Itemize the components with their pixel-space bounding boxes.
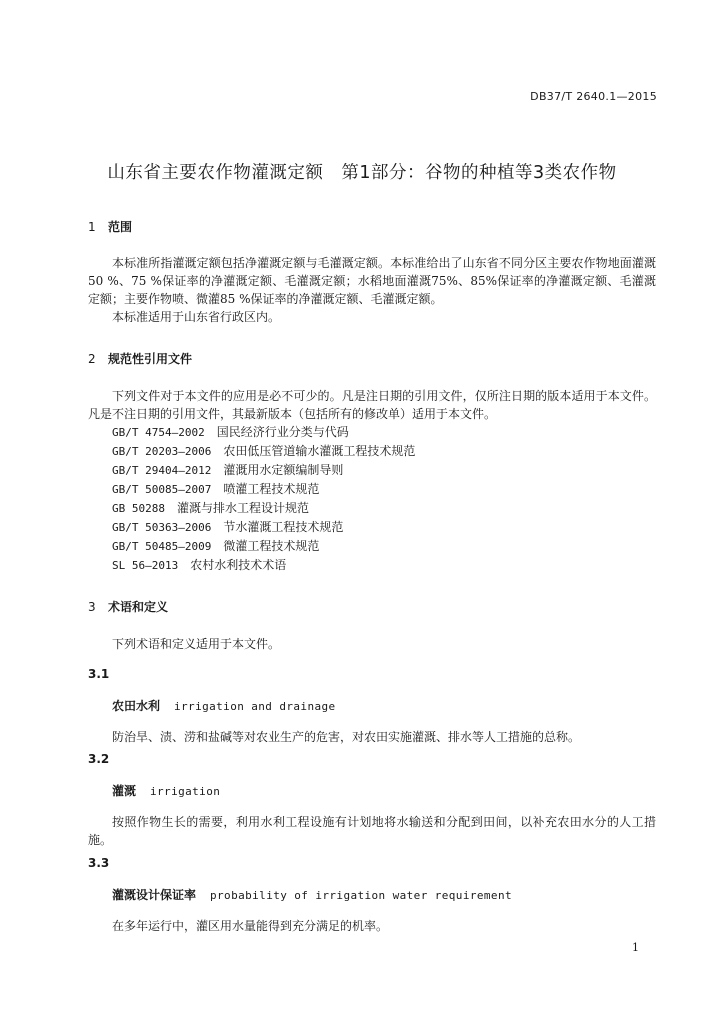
term-number: 3.2	[88, 752, 110, 766]
term-zh: 灌溉设计保证率	[112, 888, 197, 902]
reference-item	[88, 518, 656, 537]
term-number: 3.1	[88, 667, 110, 681]
document-title: 山东省主要农作物灌溉定额 第1部分：谷物的种植等3类农作物	[107, 163, 617, 183]
standard-code: DB37/T 2640.1—2015	[530, 90, 657, 103]
section-1-heading	[88, 218, 656, 236]
reference-code: GB/T 20203—2006	[112, 445, 212, 458]
term-number: 3.3	[88, 856, 110, 870]
reference-title: 微灌工程技术规范	[223, 539, 320, 553]
section-title: 范围	[108, 220, 133, 234]
reference-code: GB/T 29404—2012	[112, 464, 212, 477]
term-name	[88, 782, 656, 801]
section-1-body	[88, 254, 656, 326]
reference-code: GB/T 50085—2007	[112, 483, 212, 496]
term-3-1	[88, 665, 656, 746]
term-en: probability of irrigation water requirement	[210, 889, 512, 902]
paragraph: 本标准适用于山东省行政区内。	[112, 310, 281, 324]
section-2-body	[88, 387, 656, 575]
reference-title: 灌溉用水定额编制导则	[223, 463, 344, 477]
term-name	[88, 886, 656, 905]
reference-code: GB/T 50363—2006	[112, 521, 212, 534]
reference-item	[88, 499, 656, 518]
reference-title: 国民经济行业分类与代码	[216, 425, 349, 439]
page-number: 1	[632, 941, 639, 954]
section-2-heading	[88, 350, 656, 368]
reference-item	[88, 537, 656, 556]
section-number: 1	[88, 220, 96, 234]
reference-code: GB/T 4754—2002	[112, 426, 205, 439]
paragraph: 下列文件对于本文件的应用是必不可少的。凡是注日期的引用文件，仅所注日期的版本适用于本文件。凡是不注日期的引用文件，其最新版本（包括所有的修改单）适用于本文件。	[88, 389, 656, 421]
section-number: 2	[88, 352, 96, 366]
section-title: 规范性引用文件	[108, 352, 193, 366]
reference-title: 节水灌溉工程技术规范	[223, 520, 344, 534]
reference-item	[88, 461, 656, 480]
term-3-2	[88, 750, 656, 849]
paragraph: 本标准所指灌溉定额包括净灌溉定额与毛灌溉定额。本标准给出了山东省不同分区主要农作物地面灌溉50 %、75 %保证率的净灌溉定额、毛灌溉定额；水稻地面灌溉75%、85%保证率的净灌溉定额、毛灌溉定额；主要作物喷、微灌85 %保证率的净灌溉定额、毛灌溉定额。	[88, 256, 656, 306]
reference-code: GB 50288	[112, 502, 165, 515]
term-name	[88, 697, 656, 716]
reference-title: 农田低压管道输水灌溉工程技术规范	[223, 444, 416, 458]
reference-code: SL 56—2013	[112, 559, 179, 572]
paragraph: 下列术语和定义适用于本文件。	[112, 637, 281, 651]
term-definition: 防治旱、渍、涝和盐碱等对农业生产的危害，对农田实施灌溉、排水等人工措施的总称。	[112, 730, 581, 744]
term-zh: 灌溉	[112, 784, 137, 798]
term-zh: 农田水利	[112, 699, 161, 713]
term-definition: 按照作物生长的需要，利用水利工程设施有计划地将水输送和分配到田间，以补充农田水分的人工措施。	[88, 815, 656, 847]
reference-title: 农村水利技术术语	[190, 558, 287, 572]
section-3-intro	[88, 635, 656, 653]
section-3-heading	[88, 598, 656, 616]
reference-code: GB/T 50485—2009	[112, 540, 212, 553]
reference-title: 喷灌工程技术规范	[223, 482, 320, 496]
reference-list	[88, 423, 656, 575]
reference-title: 灌溉与排水工程设计规范	[176, 501, 309, 515]
section-title: 术语和定义	[108, 600, 169, 614]
reference-item	[88, 442, 656, 461]
term-en: irrigation and drainage	[174, 700, 336, 713]
reference-item	[88, 423, 656, 442]
term-3-3	[88, 854, 656, 935]
reference-item	[88, 480, 656, 499]
term-definition: 在多年运行中，灌区用水量能得到充分满足的机率。	[112, 919, 389, 933]
term-en: irrigation	[150, 785, 221, 798]
reference-item	[88, 556, 656, 575]
section-number: 3	[88, 600, 96, 614]
